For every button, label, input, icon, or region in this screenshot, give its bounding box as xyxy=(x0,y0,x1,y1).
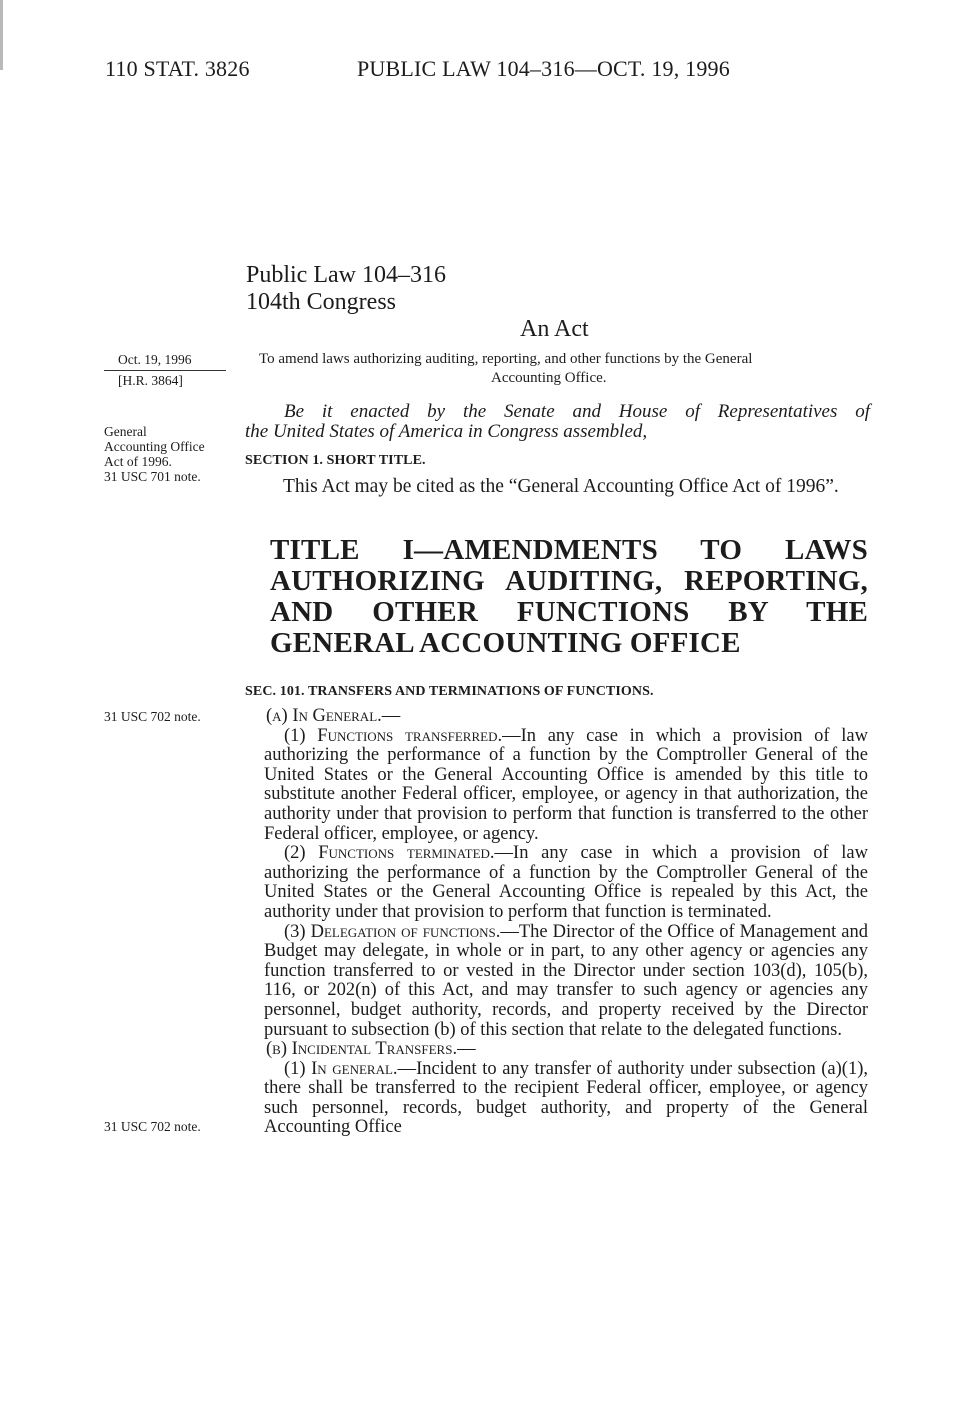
subsection-b-heading: (b) Incidental Transfers.— xyxy=(266,1039,476,1060)
margin-usc-cite-1: 31 USC 701 note. xyxy=(104,469,201,484)
section-1-paragraph: This Act may be cited as the “General Accounting Office Act of 1996”. xyxy=(283,476,839,497)
purpose-line-1: To amend laws authorizing auditing, reporting, and other functions by the General xyxy=(259,351,753,367)
margin-short-title-1: General xyxy=(104,424,147,439)
public-law-number: Public Law 104–316 xyxy=(246,262,446,288)
margin-bill-number: [H.R. 3864] xyxy=(118,373,183,388)
enacting-clause-line-2: the United States of America in Congress assembled, xyxy=(245,421,648,442)
paragraph-a3 xyxy=(264,923,868,1041)
paragraph-b1 xyxy=(264,1060,868,1138)
paragraph-a1-text: In any case in which a provision of law authorizing the performance of a function by the Comptroller General of the United States or the General Accounting Office is amended by this title to substitute another Federal officer, employee, or agency in that authorization, the authority under that provision to perform that function is transferred to the other Federal officer, employee, or agency. xyxy=(264,725,868,844)
margin-usc-cite-2: 31 USC 702 note. xyxy=(104,709,201,724)
margin-date: Oct. 19, 1996 xyxy=(118,352,192,367)
act-heading: An Act xyxy=(520,316,589,342)
title-1-heading: TITLE I—AMENDMENTS TO LAWS AUTHORIZING AUDITING, REPORTING, AND OTHER FUNCTIONS BY THE GENERAL ACCOUNTING OFFICE xyxy=(270,534,868,659)
margin-usc-cite-3: 31 USC 702 note. xyxy=(104,1119,201,1134)
paragraph-a3-text: The Director of the Office of Management and Budget may delegate, in whole or in part, to any other agency or agencies any function transferred to or vested in the Director under section 103(d), 105(b), 116, or 202(n) of this Act, and may transfer to such agency or agencies any personnel, budget authority, records, and property received by the Director pursuant to subsection (b) of this section that relate to the delegated functions. xyxy=(264,921,868,1040)
sec-101-heading: SEC. 101. TRANSFERS AND TERMINATIONS OF FUNCTIONS. xyxy=(245,684,654,699)
congress-number: 104th Congress xyxy=(246,289,396,315)
section-1-text xyxy=(245,477,870,497)
paragraph-a2 xyxy=(264,844,868,922)
margin-short-title-2: Accounting Office xyxy=(104,439,205,454)
running-header: PUBLIC LAW 104–316—OCT. 19, 1996 xyxy=(357,56,730,81)
section-1-heading: SECTION 1. SHORT TITLE. xyxy=(245,453,426,468)
paragraph-a2-text: In any case in which a provision of law authorizing the performance of a function by the Comptroller General of the United States or the General Accounting Office is repealed by this Act, the authority under that provision to perform that function is terminated. xyxy=(264,843,868,922)
enacting-clause-line-1: Be it enacted by the Senate and House of Representatives of xyxy=(284,401,870,422)
margin-rule xyxy=(104,370,226,371)
scan-edge-mark xyxy=(0,0,3,70)
page-reference: 110 STAT. 3826 xyxy=(105,56,250,81)
subsection-a-heading: (a) In General.— xyxy=(266,706,401,726)
purpose-line-2: Accounting Office. xyxy=(491,370,607,386)
enacting-clause xyxy=(245,402,870,442)
paragraph-a1-label: (1) Functions transferred.— xyxy=(284,725,521,746)
paragraph-b1-label: (1) In general.— xyxy=(284,1058,417,1079)
margin-short-title-3: Act of 1996. xyxy=(104,454,172,469)
sec-101-body xyxy=(264,707,868,1138)
paragraph-a3-label: (3) Delegation of functions.— xyxy=(284,921,519,942)
paragraph-a1 xyxy=(264,727,868,845)
paragraph-a2-label: (2) Functions terminated.— xyxy=(284,843,514,864)
paragraph-b1-text: Incident to any transfer of authority under subsection (a)(1), there shall be transferred to the recipient Federal officer, employee, or agency such personnel, records, budget authority, and property of the General Accounting Office xyxy=(264,1058,868,1138)
